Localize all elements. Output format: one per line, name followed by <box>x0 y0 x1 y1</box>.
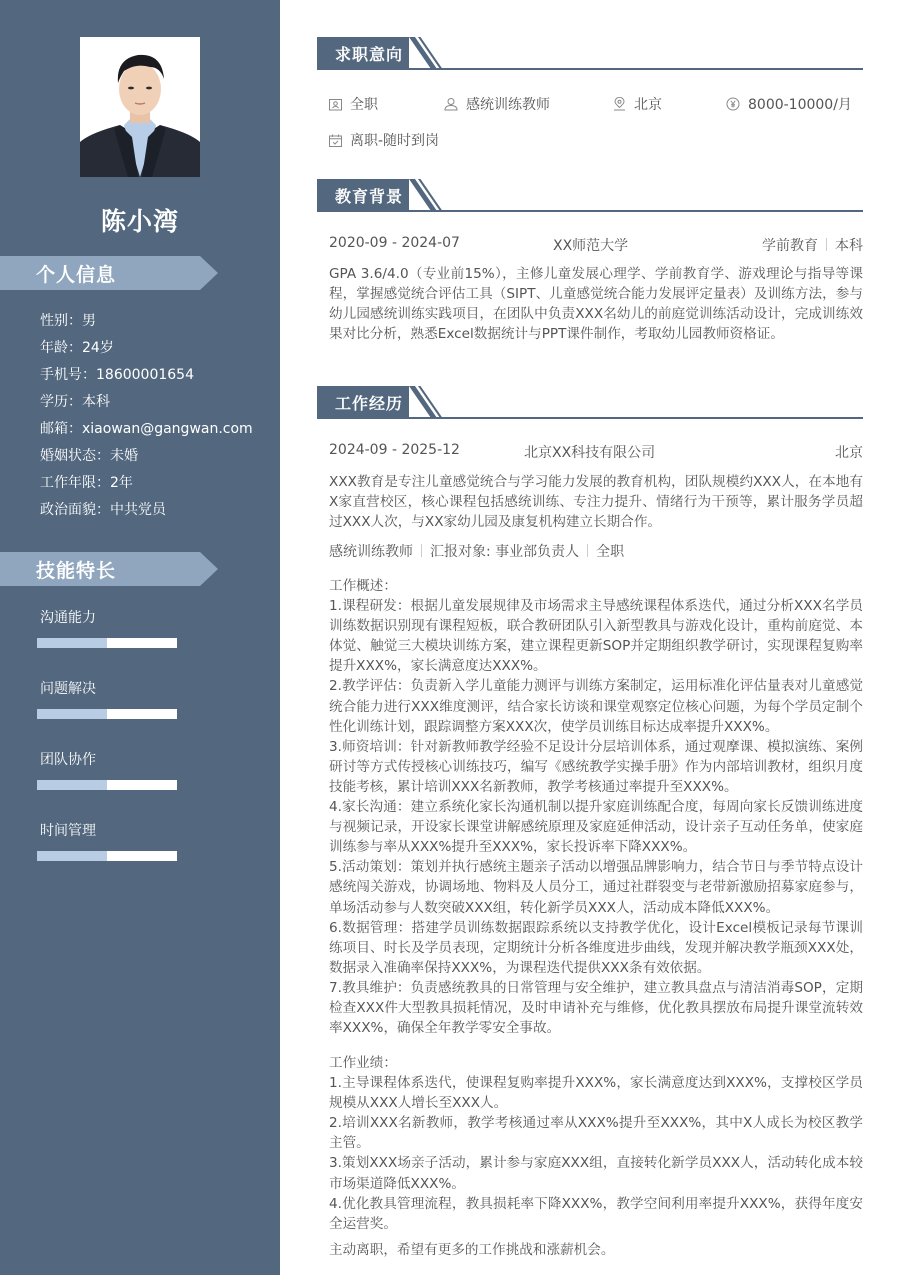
section-header-education <box>317 179 863 212</box>
leave-reason <box>329 1240 863 1260</box>
intent-salary <box>726 94 852 114</box>
intent-availability <box>329 130 439 150</box>
profile-photo <box>80 37 200 177</box>
work-city: 北京 <box>835 445 863 461</box>
calendar-check-icon <box>329 134 342 147</box>
info-marital-status: 婚姻状态：未婚 <box>40 448 138 464</box>
portrait-image <box>80 37 200 177</box>
achievements-title: 工作业绩： <box>329 1055 397 1071</box>
info-age: 年龄：24岁 <box>40 340 114 356</box>
education-major-degree <box>762 235 863 255</box>
intent-city-value: 北京 <box>634 97 662 113</box>
duty-item: 3.师资培训：针对新教师教学经验不足设计分层培训体系，通过观摩课、模拟演练、案例研讨等方式传授核心训练技巧，编写《感统教学实操手册》作为内部培训教材，组织月度技能考核，累计培训XXX名新教师，教学考核通过率提升至XXX%。 <box>329 738 863 795</box>
personal-info-list <box>40 308 253 524</box>
location-pin-icon <box>613 97 626 111</box>
achievement-item: 2.培训XXX名新教师，教学考核通过率从XXX%提升至XXX%，其中X人成长为校区教学主管。 <box>329 1115 863 1152</box>
section-header-job-intent <box>317 37 863 70</box>
company-intro <box>329 472 863 532</box>
intent-salary-value: 8000-10000/月 <box>748 97 852 113</box>
info-education: 学历：本科 <box>40 394 110 410</box>
skills-title: 技能特长 <box>36 560 117 582</box>
duty-item: 6.数据管理：搭建学员训练数据跟踪系统以支持教学优化，设计Excel模板记录每节课训练项目、时长及学员表现，定期统计分析各维度进步曲线，发现并解决教学瓶颈XXX处，数据录入准确率保持XXX%，为课程迭代提供XXX条有效依据。 <box>329 919 863 976</box>
intent-job-type <box>329 94 378 114</box>
duty-item: 4.家长沟通：建立系统化家长沟通机制以提升家庭训练配合度，每周向家长反馈训练进度与视频记录，开设家长课堂讲解感统原理及家庭延伸活动，设计亲子互动任务单，使家庭训练参与率从XXX%提升至XXX%，家长投诉率下降XXX%。 <box>329 799 863 856</box>
intent-availability-value: 离职-随时到岗 <box>350 133 440 149</box>
skill-bar <box>37 638 177 648</box>
intent-position-value: 感统训练教师 <box>466 97 550 113</box>
education-major: 学前教育 <box>762 238 818 254</box>
company-intro-text: XXX教育是专注儿童感觉统合与学习能力发展的教育机构，团队规模约XXX人，在本地有X家直营校区，核心课程包括感统训练、专注力提升、情绪行为干预等，累计服务学员超过XXX人次，与XX家幼儿园及康复机构建立长期合作。 <box>329 474 863 531</box>
stripes-decoration-icon <box>407 386 447 419</box>
work-role: 感统训练教师 <box>329 544 413 560</box>
education-period: 2020-09 - 2024-07 <box>329 235 460 251</box>
section-title: 工作经历 <box>335 394 404 413</box>
intent-city <box>613 94 662 114</box>
skill-label: 团队协作 <box>40 752 96 768</box>
work-job-type: 全职 <box>596 544 625 560</box>
duty-item: 5.活动策划：策划并执行感统主题亲子活动以增强品牌影响力，结合节日与季节特点设计感统闯关游戏，协调场地、物料及人员分工，通过社群裂变与老带新激励招募家庭参与，单场活动参与人数突破XXX组，转化新学员XXX人，活动成本降低XXX%。 <box>329 859 863 916</box>
work-meta-line <box>329 541 624 561</box>
skill-item <box>37 607 177 627</box>
skill-bar-fill <box>37 851 107 861</box>
candidate-name: 陈小湾 <box>100 207 179 236</box>
leave-reason-text: 主动离职，希望有更多的工作挑战和涨薪机会。 <box>329 1242 615 1258</box>
education-school: XX师范大学 <box>553 238 629 254</box>
stripes-decoration-icon <box>407 179 447 212</box>
skill-label: 问题解决 <box>40 681 96 697</box>
duty-item: 1.课程研发：根据儿童发展规律及市场需求主导感统课程体系迭代，通过分析XXX名学员训练数据识别现有课程短板，联合教研团队引入新型教具与游戏化设计，重构前庭觉、本体觉、触觉三大模块训练方案，建立课程更新SOP并定期组织教学研讨，实现课程复购率提升XXX%，家长满意度达XXX%。 <box>329 598 863 675</box>
duty-item: 7.教具维护：负责感统教具的日常管理与安全维护，建立教具盘点与清洁消毒SOP，定期检查XXX件大型教具损耗情况，及时申请补充与维修，优化教具摆放布局提升课堂流转效率XXX%，确保全年教学零安全事故。 <box>329 979 863 1037</box>
section-header-work <box>317 386 863 419</box>
skill-bar-fill <box>37 780 107 790</box>
skill-item <box>37 678 177 698</box>
skill-bar <box>37 780 177 790</box>
duty-item: 2.教学评估：负责新入学儿童能力测评与训练方案制定，运用标准化评估量表对儿童感觉统合能力进行XXX维度测评，结合家长访谈和课堂观察定位核心问题，为每个学员定制个性化训练计划，跟踪调整方案XXX次，使学员训练目标达成率提升XXX%。 <box>329 678 863 735</box>
info-email: 邮箱：xiaowan@gangwan.com <box>40 421 253 437</box>
skill-bar-fill <box>37 638 107 648</box>
intent-job-type-value: 全职 <box>350 97 378 113</box>
personal-info-banner <box>0 256 218 290</box>
stripes-decoration-icon <box>407 37 447 70</box>
overview-title: 工作概述： <box>329 578 397 594</box>
personal-info-title: 个人信息 <box>36 264 117 286</box>
achievement-item: 1.主导课程体系迭代，使课程复购率提升XXX%，家长满意度达到XXX%，支撑校区学员规模从XXX人增长至XXX人。 <box>329 1075 863 1112</box>
skill-bar <box>37 851 177 861</box>
section-title: 求职意向 <box>335 45 404 64</box>
section-title: 教育背景 <box>335 187 404 206</box>
achievement-item: 3.策划XXX场亲子活动，累计参与家庭XXX组，直接转化新学员XXX人，活动转化成本较市场渠道降低XXX%。 <box>329 1155 863 1192</box>
work-company: 北京XX科技有限公司 <box>524 445 656 461</box>
work-report-to: 汇报对象: 事业部负责人 <box>430 544 580 560</box>
sidebar <box>0 0 280 1275</box>
work-period: 2024-09 - 2025-12 <box>329 442 460 458</box>
user-icon <box>444 97 458 111</box>
separator <box>826 238 827 251</box>
skill-bar <box>37 709 177 719</box>
work-overview <box>329 576 863 1038</box>
skills-banner <box>0 552 218 586</box>
skill-label: 时间管理 <box>40 823 96 839</box>
education-degree: 本科 <box>835 238 863 254</box>
yen-coin-icon <box>726 97 740 111</box>
education-description-text: GPA 3.6/4.0（专业前15%），主修儿童发展心理学、学前教育学、游戏理论与指导等课程，掌握感觉统合评估工具（SIPT、儿童感觉统合能力发展评定量表）及训练方法，参与幼儿园感统训练实践项目，在团队中负责XXX名幼儿的前庭觉训练活动设计，完成训练效果对比分析，熟悉Excel数据统计与PPT课件制作，考取幼儿园教师资格证。 <box>329 266 863 343</box>
info-phone: 手机号：18600001654 <box>40 367 194 383</box>
education-description <box>329 264 863 344</box>
work-achievements <box>329 1053 863 1234</box>
skill-label: 沟通能力 <box>40 610 96 626</box>
skill-item <box>37 749 177 769</box>
separator <box>421 544 422 557</box>
skill-item <box>37 820 177 840</box>
id-card-icon <box>329 98 342 111</box>
info-political-status: 政治面貌：中共党员 <box>40 502 166 518</box>
intent-position <box>444 94 550 114</box>
info-work-years: 工作年限：2年 <box>40 475 133 491</box>
achievement-item: 4.优化教具管理流程，教具损耗率下降XXX%，教学空间利用率提升XXX%，获得年度安全运营奖。 <box>329 1195 863 1232</box>
skill-bar-fill <box>37 709 107 719</box>
info-gender: 性别：男 <box>40 313 96 329</box>
separator <box>587 544 588 557</box>
